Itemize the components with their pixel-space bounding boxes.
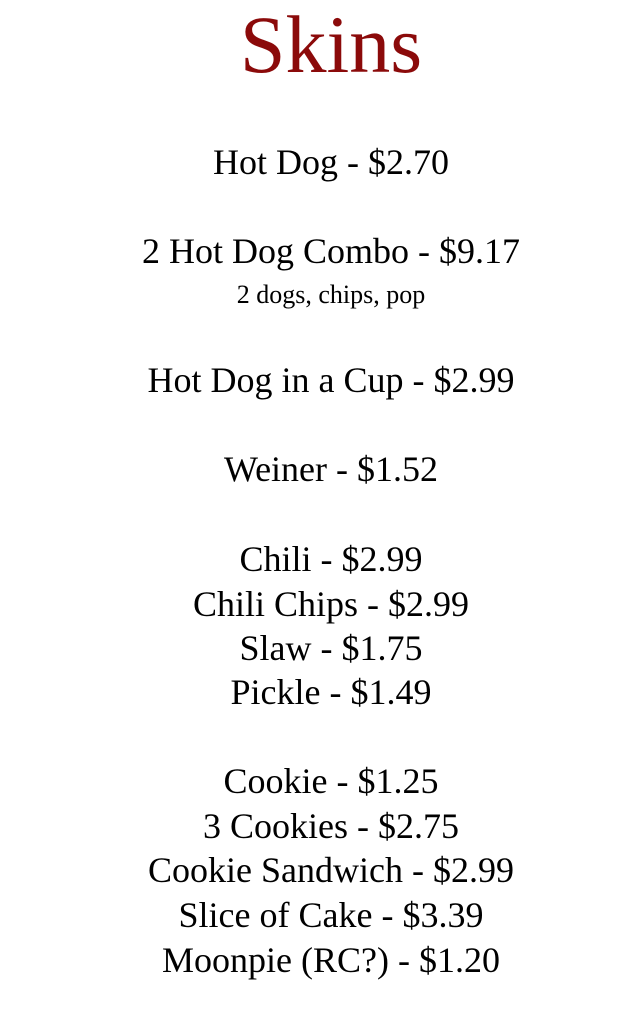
menu-item-hot-dog-cup: Hot Dog in a Cup - $2.99 bbox=[147, 360, 515, 400]
menu-item-3-cookies: 3 Cookies - $2.75 bbox=[203, 806, 459, 846]
menu-item-hot-dog: Hot Dog - $2.70 bbox=[213, 142, 449, 182]
combo-description: 2 dogs, chips, pop bbox=[236, 280, 426, 309]
menu-item-chili: Chili - $2.99 bbox=[239, 539, 423, 579]
menu-item-slice-of-cake: Slice of Cake - $3.39 bbox=[178, 895, 484, 935]
menu-item-weiner: Weiner - $1.52 bbox=[223, 449, 439, 489]
menu-item-cookie: Cookie - $1.25 bbox=[223, 761, 439, 801]
menu-item-cookie-sandwich: Cookie Sandwich - $2.99 bbox=[148, 850, 514, 890]
menu-item-chili-chips: Chili Chips - $2.99 bbox=[192, 584, 470, 624]
menu-item-combo: 2 Hot Dog Combo - $9.17 bbox=[142, 231, 520, 271]
menu-item-slaw: Slaw - $1.75 bbox=[239, 628, 423, 668]
page-title: Skins bbox=[239, 0, 423, 90]
menu-item-moonpie: Moonpie (RC?) - $1.20 bbox=[162, 940, 500, 980]
menu-item-pickle: Pickle - $1.49 bbox=[230, 672, 432, 712]
